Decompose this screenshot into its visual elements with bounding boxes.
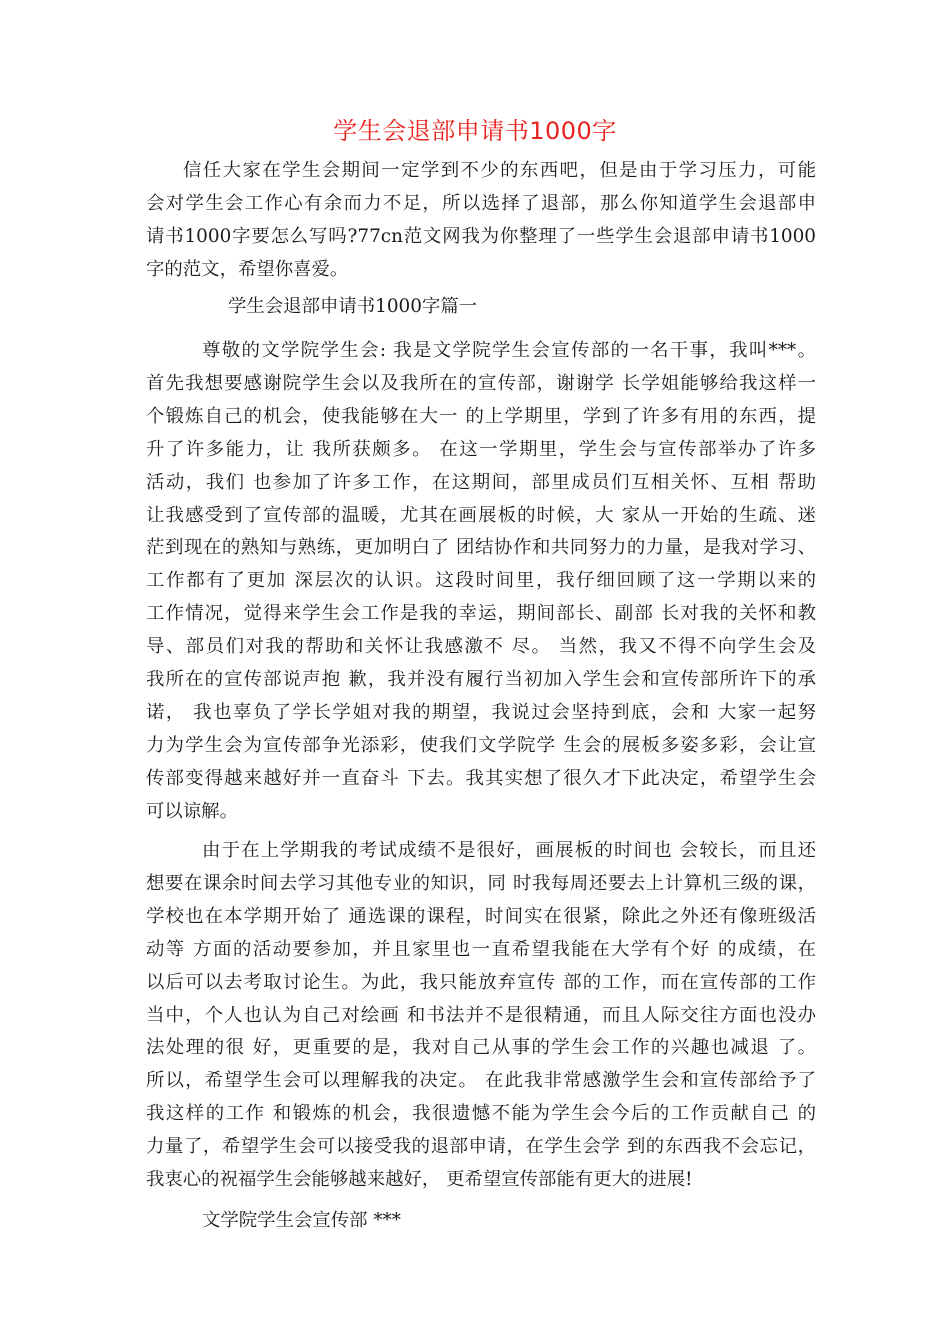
paragraph2-line: 我衷心的祝福学生会能够越来越好， 更希望宣传部能有更大的进展! bbox=[146, 1169, 693, 1190]
paragraph1-line: 我所在的宣传部说声抱 歉，我并没有履行当初加入学生会和宣传部所许下的承 bbox=[146, 669, 816, 690]
paragraph2-line: 力量了，希望学生会可以接受我的退部申请，在学生会学 到的东西我不会忘记， bbox=[146, 1136, 816, 1158]
paragraph2-line: 当中，个人也认为自己对绘画 和书法并不是很精通，而且人际交往方面也没办 bbox=[146, 1004, 816, 1026]
paragraph1-line: 首先我想要感谢院学生会以及我所在的宣传部，谢谢学 长学姐能够给我这样一 bbox=[146, 372, 816, 394]
paragraph1-line: 茫到现在的熟知与熟练，更加明白了 团结协作和共同努力的力量，是我对学习、 bbox=[146, 537, 816, 559]
intro-line: 信任大家在学生会期间一定学到不少的东西吧，但是由于学习压力，可能 bbox=[183, 160, 816, 181]
paragraph1-line: 让我感受到了宣传部的温暖，尤其在画展板的时候，大 家从一开始的生疏、迷 bbox=[146, 504, 816, 526]
paragraph2-line: 以后可以去考取讨论生。为此，我只能放弃宣传 部的工作，而在宣传部的工作 bbox=[146, 971, 816, 993]
paragraph2-line: 法处理的很 好，更重要的是，我对自己从事的学生会工作的兴趣也减退 了。 bbox=[146, 1037, 816, 1059]
paragraph1-line: 活动，我们 也参加了许多工作，在这期间，部里成员们互相关怀、互相 帮助 bbox=[146, 471, 816, 493]
section-heading: 学生会退部申请书1000字篇一 bbox=[228, 296, 478, 317]
paragraph1-line: 导、部员们对我的帮助和关怀让我感激不 尽。 当然，我又不得不向学生会及 bbox=[146, 636, 816, 658]
paragraph2-line: 所以，希望学生会可以理解我的决定。 在此我非常感激学生会和宣传部给予了 bbox=[146, 1070, 816, 1092]
intro-line: 会对学生会工作心有余而力不足，所以选择了退部，那么你知道学生会退部申 bbox=[146, 192, 816, 214]
paragraph1-line: 传部变得越来越好并一直奋斗 下去。我其实想了很久才下此决定，希望学生会 bbox=[146, 767, 816, 789]
paragraph2-line: 学校也在本学期开始了 通选课的课程，时间实在很紧，除此之外还有像班级活 bbox=[146, 905, 816, 927]
paragraph1-line: 个锻炼自己的机会，使我能够在大一 的上学期里，学到了许多有用的东西，提 bbox=[146, 405, 816, 427]
paragraph1-line: 尊敬的文学院学生会: 我是文学院学生会宣传部的一名干事，我叫***。 bbox=[202, 340, 816, 361]
document-title: 学生会退部申请书1000字 bbox=[333, 117, 617, 145]
signature: 文学院学生会宣传部 *** bbox=[202, 1210, 401, 1231]
paragraph2-line: 动等 方面的活动要参加，并且家里也一直希望我能在大学有个好 的成绩，在 bbox=[146, 938, 816, 960]
paragraph2-line: 想要在课余时间去学习其他专业的知识，同 时我每周还要去上计算机三级的课， bbox=[146, 872, 816, 894]
paragraph1-line: 工作都有了更加 深层次的认识。这段时间里，我仔细回顾了这一学期以来的 bbox=[146, 570, 816, 592]
intro-line: 字的范文，希望你喜爱。 bbox=[146, 258, 349, 280]
paragraph2-line: 由于在上学期我的考试成绩不是很好，画展板的时间也 会较长，而且还 bbox=[202, 840, 816, 861]
paragraph1-line: 力为学生会为宣传部争光添彩，使我们文学院学 生会的展板多姿多彩，会让宣 bbox=[146, 734, 816, 756]
intro-line: 请书1000字要怎么写吗?77cn范文网我为你整理了一些学生会退部申请书1000 bbox=[146, 225, 816, 247]
paragraph1-line: 工作情况，觉得来学生会工作是我的幸运，期间部长、副部 长对我的关怀和教 bbox=[146, 603, 816, 625]
paragraph1-line: 可以谅解。 bbox=[146, 800, 238, 822]
paragraph2-line: 我这样的工作 和锻炼的机会，我很遗憾不能为学生会今后的工作贡献自己 的 bbox=[146, 1103, 816, 1125]
paragraph1-line: 诺， 我也辜负了学长学姐对我的期望，我说过会坚持到底，会和 大家一起努 bbox=[146, 701, 816, 723]
paragraph1-line: 升了许多能力，让 我所获颇多。 在这一学期里，学生会与宣传部举办了许多 bbox=[146, 438, 816, 460]
